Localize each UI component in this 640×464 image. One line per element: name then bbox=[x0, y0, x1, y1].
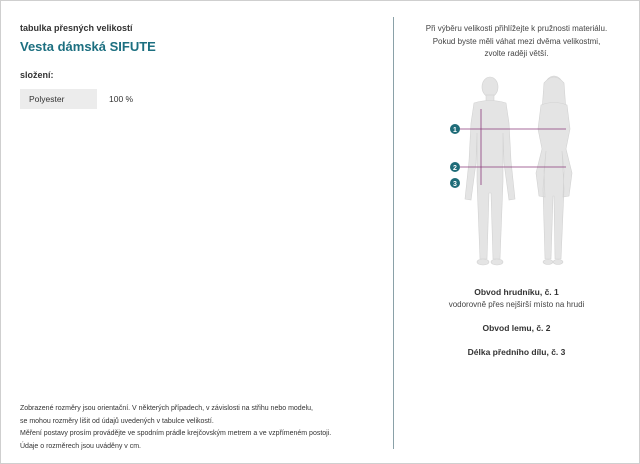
product-info bbox=[20, 23, 380, 453]
measurement-legend bbox=[394, 287, 639, 357]
marker-3-label: 3 bbox=[453, 181, 457, 188]
hint-line: zvolte raději větší. bbox=[484, 49, 549, 58]
measurement-desc-chest: vodorovně přes nejširší místo na hrudi bbox=[448, 300, 585, 309]
product-title: Vesta dámská SIFUTE bbox=[20, 39, 156, 54]
measurement-guide bbox=[394, 1, 639, 463]
disclaimer-line: Měření postavy prosím provádějte ve spodním prádle krejčovským metrem a ve vzpřímeném postoji. bbox=[20, 430, 332, 437]
measurement-title-hem: Obvod lemu, č. 2 bbox=[482, 323, 551, 333]
size-table-subtitle: tabulka přesných velikostí bbox=[20, 23, 133, 33]
material-name: Polyester bbox=[20, 89, 97, 109]
material-percent: 100 % bbox=[109, 94, 134, 104]
hint-line: Pokud byste měli váhat mezi dvěma velikostmi, bbox=[432, 36, 601, 46]
body-measurement-illustration bbox=[394, 71, 639, 281]
marker-3 bbox=[450, 178, 460, 188]
male-silhouette bbox=[465, 77, 515, 265]
disclaimer-line: Zobrazené rozměry jsou orientační. V některých případech, v závislosti na střihu nebo modelu, bbox=[20, 405, 313, 412]
marker-2-label: 2 bbox=[453, 165, 457, 172]
disclaimer-note bbox=[20, 403, 380, 453]
disclaimer-line: se mohou rozměry lišit od údajů uvedených v tabulce velikostí. bbox=[20, 417, 214, 425]
measurement-title-chest: Obvod hrudníku, č. 1 bbox=[474, 287, 559, 297]
female-silhouette bbox=[536, 76, 572, 265]
marker-1-label: 1 bbox=[453, 127, 457, 134]
composition-row bbox=[20, 89, 380, 109]
disclaimer-line: Údaje o rozměrech jsou uváděny v cm. bbox=[20, 442, 141, 450]
hint-line: Při výběru velikosti přihlížejte k pružnosti materiálu. bbox=[425, 24, 608, 33]
measurement-title-front-length: Délka předního dílu, č. 3 bbox=[467, 347, 566, 357]
marker-2 bbox=[450, 162, 460, 172]
size-hint bbox=[394, 23, 639, 61]
composition-label: složení: bbox=[20, 70, 54, 80]
marker-1 bbox=[450, 124, 460, 134]
